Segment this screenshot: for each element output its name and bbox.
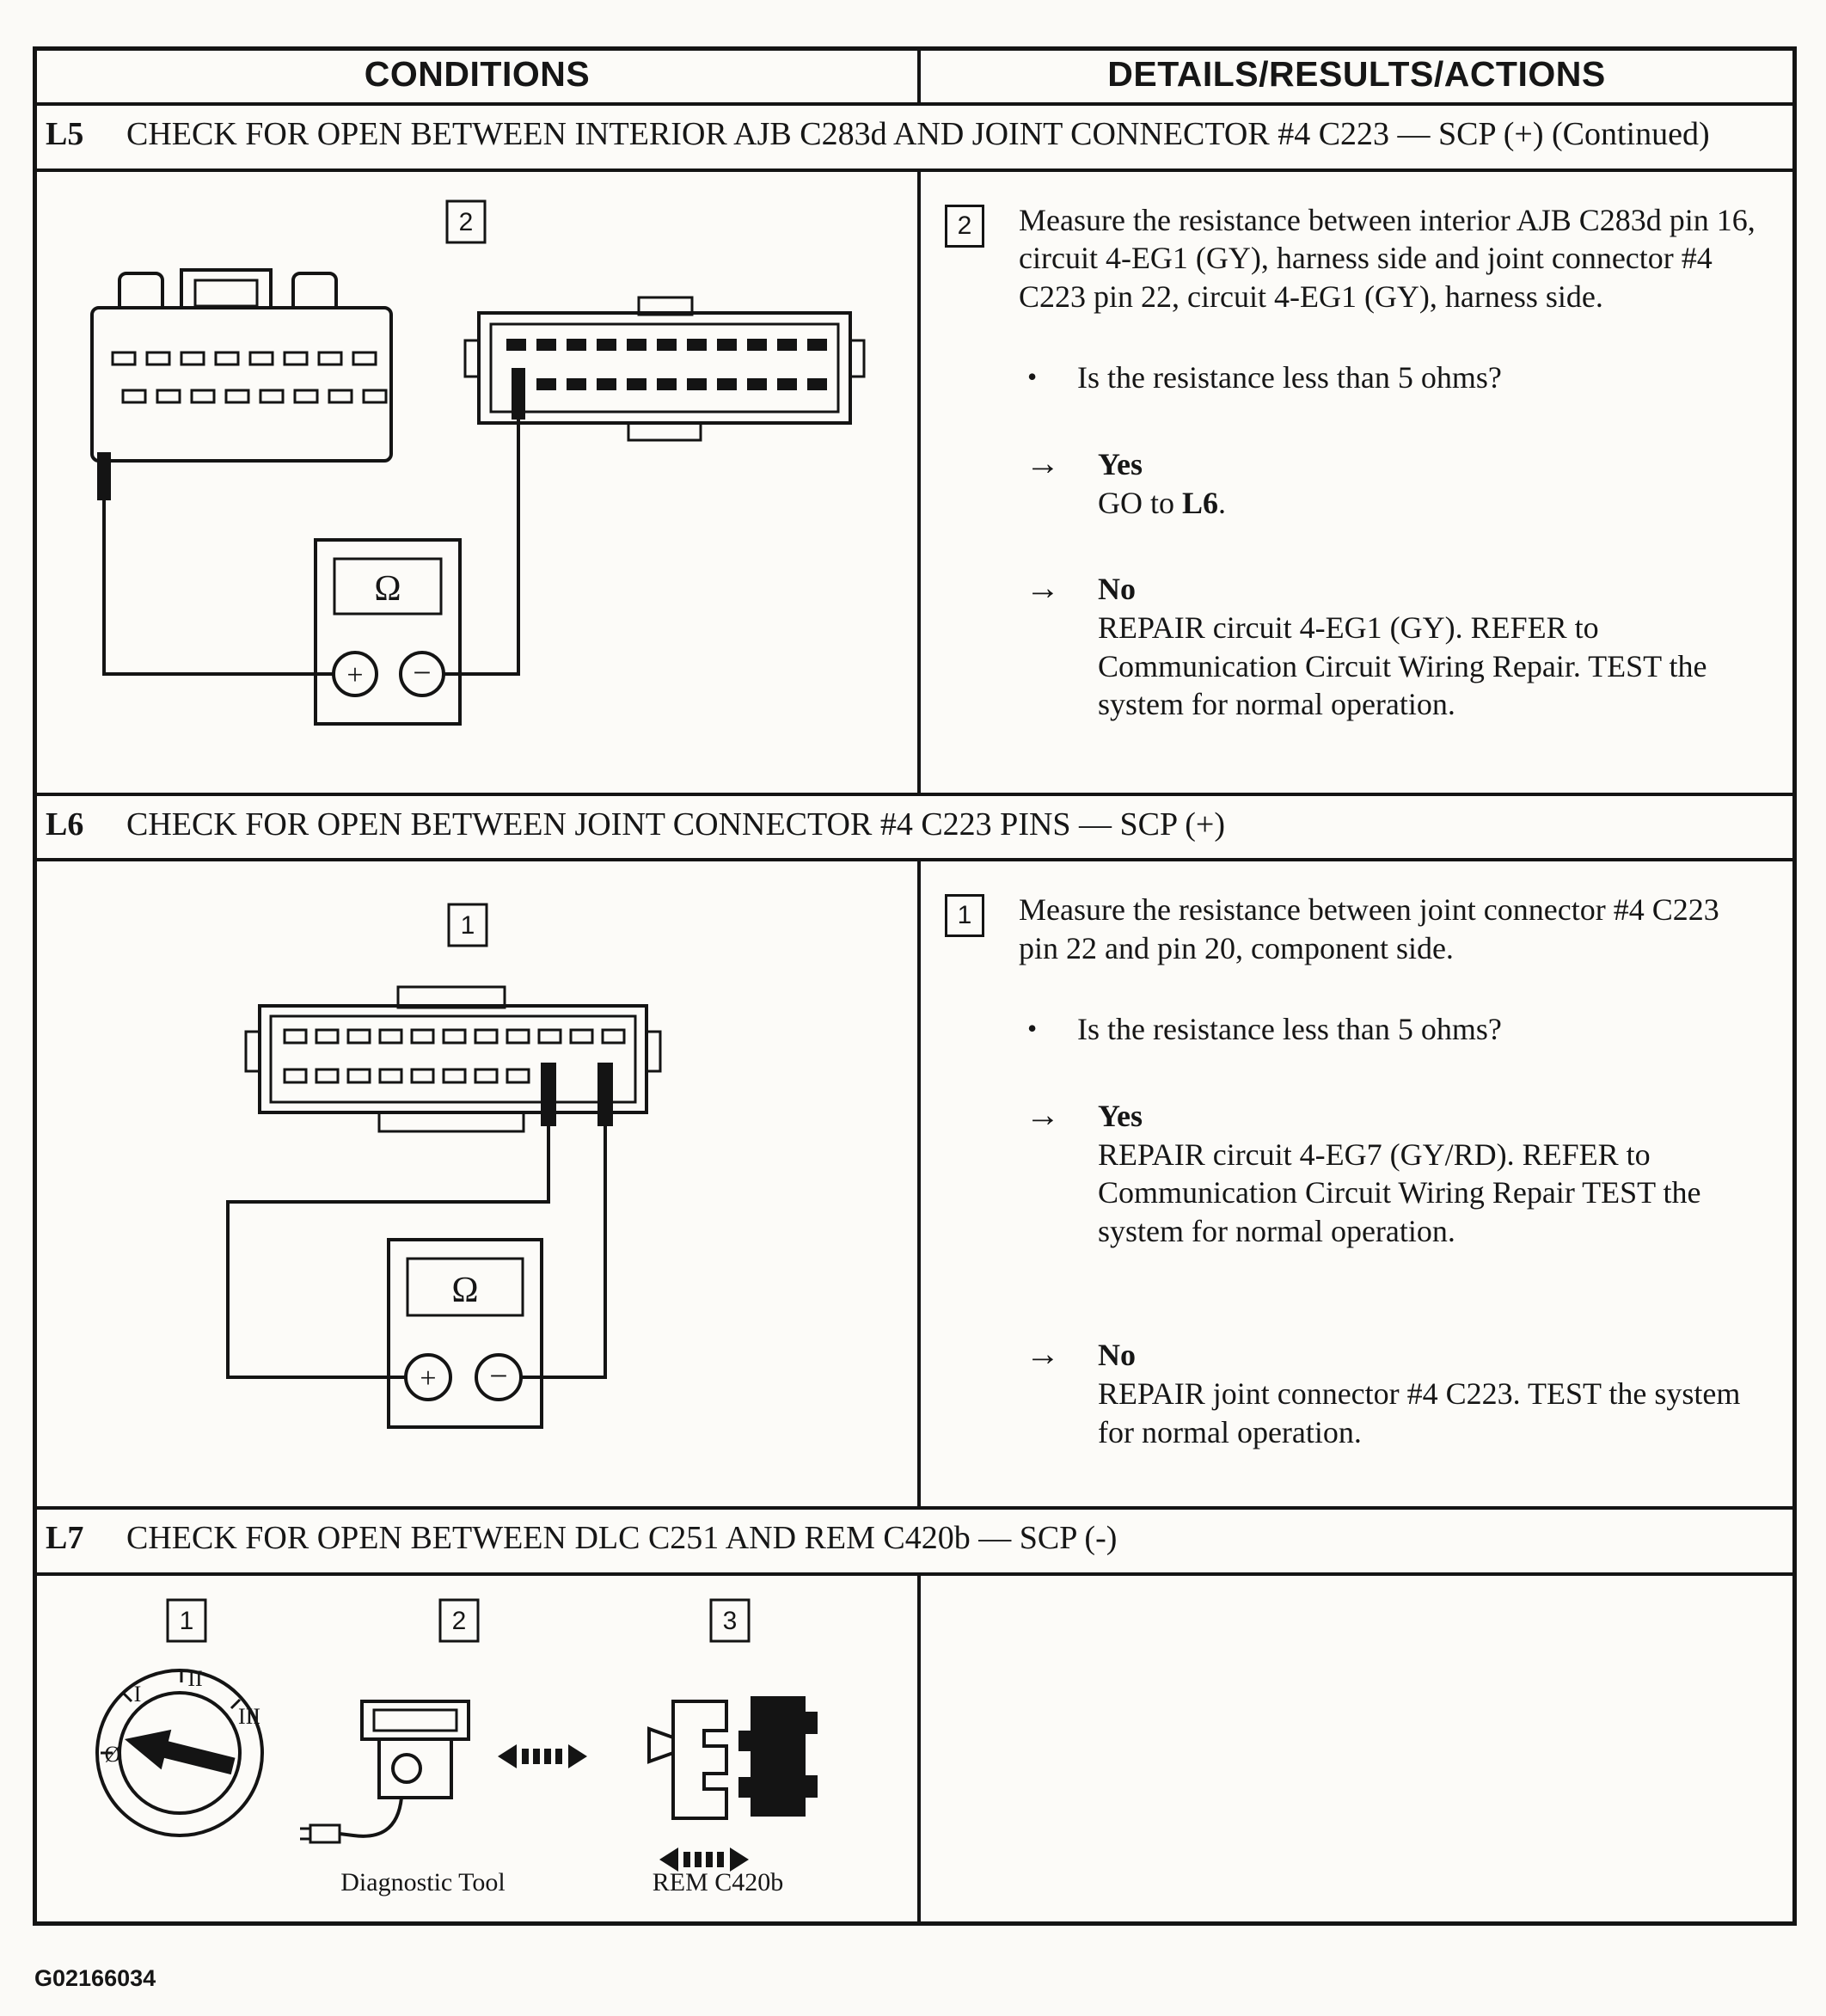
l7-diagram bbox=[37, 1576, 914, 1925]
step-l5-row bbox=[37, 169, 1792, 793]
minus-terminal: − bbox=[413, 654, 432, 691]
l7-diagram-badge-1 bbox=[168, 1600, 205, 1641]
arrow-icon: → bbox=[1026, 444, 1060, 482]
minus-terminal: − bbox=[489, 1358, 508, 1394]
step-l6-title: CHECK FOR OPEN BETWEEN JOINT CONNECTOR #4 C223 PINS — SCP (+) bbox=[126, 806, 1225, 843]
l5-step-number: 2 bbox=[945, 205, 984, 248]
l5-yes-label: Yes bbox=[1098, 447, 1143, 481]
bullet-icon: • bbox=[1027, 1013, 1038, 1045]
l5-yes-action: GO to L6. bbox=[1098, 485, 1227, 520]
l6-question: Is the resistance less than 5 ohms? bbox=[1077, 1012, 1502, 1047]
l5-step-text: Measure the resistance between interior AJB C283d pin 16, circuit 4-EG1 (GY), harness side and joint connector #4 C223 pin 22, circuit 4-EG1 (GY), harness side. bbox=[1019, 202, 1756, 314]
step-l5-header bbox=[37, 102, 1792, 169]
l6-wiring-diagram bbox=[37, 861, 914, 1510]
ignition-pos-0: Ø bbox=[104, 1741, 121, 1767]
table-header-row bbox=[37, 51, 1792, 102]
plus-terminal: + bbox=[420, 1363, 437, 1394]
step-l7-id: L7 bbox=[46, 1520, 84, 1556]
l5-no-branch bbox=[1026, 570, 1763, 724]
l5-wiring-diagram bbox=[37, 172, 914, 796]
l5-no-action: REPAIR circuit 4-EG1 (GY). REFER to Communication Circuit Wiring Repair. TEST the system for normal operation. bbox=[1098, 610, 1707, 722]
rem-connector-caption: REM C420b bbox=[652, 1867, 784, 1897]
svg-text:1: 1 bbox=[460, 911, 475, 940]
l6-actions-cell bbox=[917, 861, 1792, 1510]
pinpoint-test-table bbox=[33, 46, 1797, 1926]
diagnostic-tool-icon bbox=[300, 1701, 587, 1897]
step-l7-row bbox=[37, 1572, 1792, 1921]
svg-text:1: 1 bbox=[179, 1606, 194, 1635]
step-l6-row bbox=[37, 858, 1792, 1506]
l6-yes-branch bbox=[1026, 1094, 1763, 1251]
arrow-icon: → bbox=[1026, 568, 1060, 608]
l6-yes-label: Yes bbox=[1098, 1098, 1143, 1133]
step-l7-header bbox=[37, 1506, 1792, 1572]
test-probe bbox=[97, 452, 111, 500]
key-position-arrow bbox=[119, 1719, 238, 1786]
step-l5-title: CHECK FOR OPEN BETWEEN INTERIOR AJB C283d AND JOINT CONNECTOR #4 C223 — SCP (+) (Continued) bbox=[126, 116, 1710, 152]
arrow-icon: → bbox=[1026, 1334, 1060, 1374]
svg-text:3: 3 bbox=[722, 1606, 738, 1635]
l7-diagram-cell bbox=[37, 1576, 917, 1925]
step-l6-header bbox=[37, 793, 1792, 859]
arrow-icon: → bbox=[1026, 1094, 1060, 1134]
l5-question: Is the resistance less than 5 ohms? bbox=[1077, 360, 1502, 395]
plus-terminal: + bbox=[346, 659, 364, 691]
l6-diagram-cell bbox=[37, 861, 917, 1510]
joint-connector-pin-slots bbox=[285, 1030, 624, 1082]
l6-no-branch bbox=[1026, 1336, 1763, 1451]
test-probe bbox=[512, 368, 525, 420]
test-lead-wire bbox=[104, 500, 333, 674]
l7-actions-cell bbox=[917, 1576, 1792, 1925]
step-l5-id: L5 bbox=[46, 116, 84, 152]
l5-no-label: No bbox=[1098, 572, 1136, 607]
l6-yes-action: REPAIR circuit 4-EG7 (GY/RD). REFER to Communication Circuit Wiring Repair TEST the system for normal operation. bbox=[1098, 1137, 1701, 1248]
l6-step-number: 1 bbox=[945, 894, 984, 937]
diagnostic-tool-caption: Diagnostic Tool bbox=[340, 1867, 506, 1897]
ignition-switch-icon bbox=[97, 1666, 262, 1835]
conditions-header: CONDITIONS bbox=[364, 54, 591, 94]
rem-connector-icon bbox=[649, 1696, 818, 1897]
l5-actions-cell bbox=[917, 172, 1792, 796]
bidirectional-arrow-icon bbox=[498, 1744, 587, 1768]
ignition-pos-1: I bbox=[133, 1681, 142, 1707]
bullet-icon: • bbox=[1027, 361, 1038, 393]
joint-connector-pins bbox=[506, 339, 827, 390]
details-header: DETAILS/RESULTS/ACTIONS bbox=[917, 51, 1792, 102]
l6-no-label: No bbox=[1098, 1338, 1136, 1373]
joint-connector-icon bbox=[246, 987, 660, 1131]
ajb-connector-icon bbox=[92, 270, 391, 500]
ohm-symbol: Ω bbox=[374, 568, 401, 609]
ignition-pos-2: II bbox=[187, 1665, 203, 1691]
l5-diagram-badge bbox=[447, 201, 485, 242]
step-l7-title: CHECK FOR OPEN BETWEEN DLC C251 AND REM C420b — SCP (-) bbox=[126, 1520, 1118, 1556]
l6-step-text: Measure the resistance between joint connector #4 C223 pin 22 and pin 20, component side. bbox=[1019, 892, 1719, 965]
ohmmeter bbox=[316, 540, 460, 724]
test-probe bbox=[597, 1063, 613, 1126]
svg-text:2: 2 bbox=[451, 1606, 467, 1635]
l5-yes-branch bbox=[1026, 445, 1763, 522]
l6-no-action: REPAIR joint connector #4 C223. TEST the system for normal operation. bbox=[1098, 1376, 1741, 1449]
test-probe bbox=[541, 1063, 556, 1126]
figure-code: G02166034 bbox=[34, 1965, 156, 1991]
l6-diagram-badge bbox=[449, 904, 487, 946]
ohmmeter bbox=[389, 1240, 542, 1427]
ajb-pin-slots bbox=[113, 352, 386, 402]
l7-diagram-badge-3 bbox=[711, 1600, 749, 1641]
svg-text:2: 2 bbox=[458, 207, 474, 236]
l5-diagram-cell bbox=[37, 172, 917, 796]
ohm-symbol: Ω bbox=[451, 1271, 479, 1310]
step-l6-id: L6 bbox=[46, 806, 84, 843]
l7-diagram-badge-2 bbox=[440, 1600, 478, 1641]
joint-connector-icon bbox=[465, 297, 864, 440]
ignition-pos-3: III bbox=[238, 1703, 260, 1729]
